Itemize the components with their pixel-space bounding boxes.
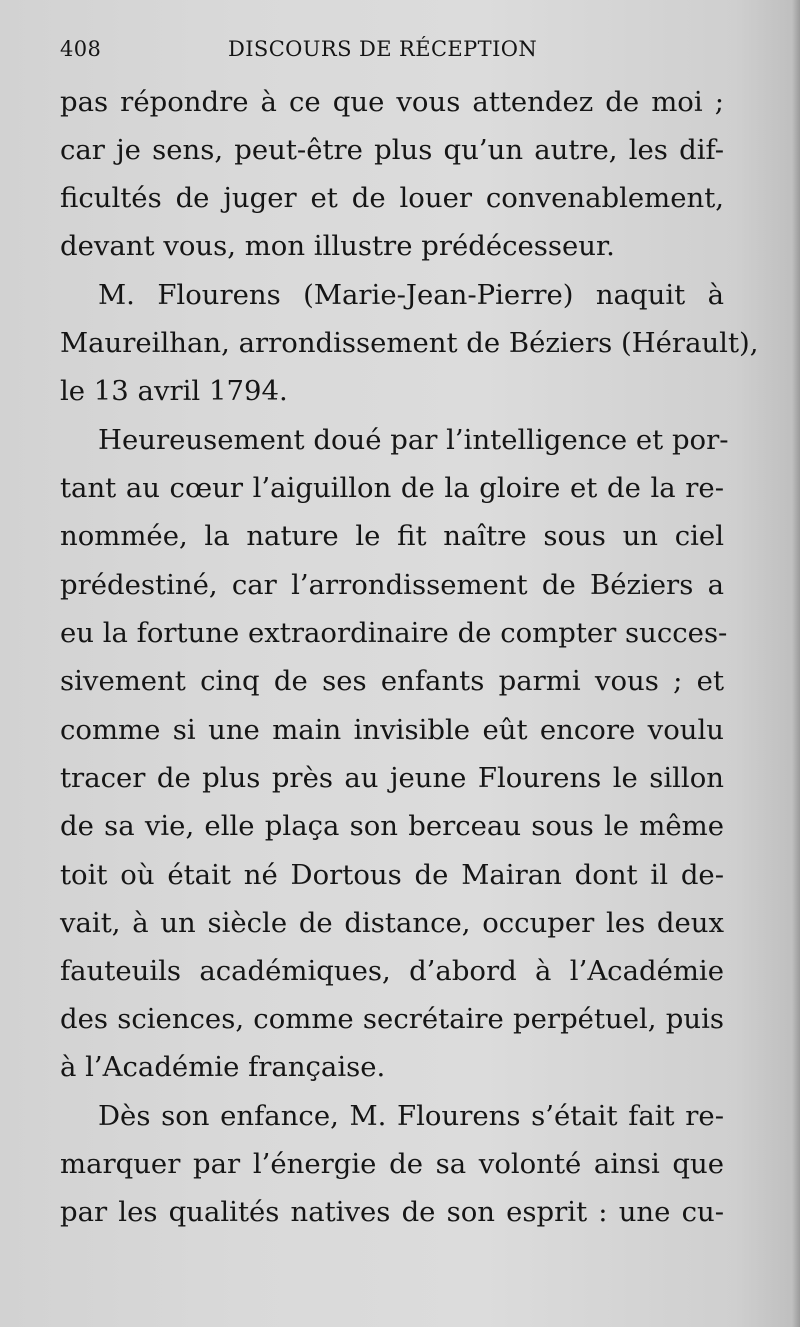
text-line: par les qualités natives de son esprit : une cu- <box>60 1196 724 1228</box>
text-line: Maureilhan, arrondissement de Béziers (Hérault), <box>60 327 759 359</box>
text-line: fauteuils académiques, d’abord à l’Académie <box>60 955 724 987</box>
text-line: M. Flourens (Marie-Jean-Pierre) naquit à <box>98 279 724 311</box>
text-line: le 13 avril 1794. <box>60 375 288 407</box>
text-line: marquer par l’énergie de sa volonté ainsi que <box>60 1148 724 1180</box>
text-line: eu la fortune extraordinaire de compter succes- <box>60 617 728 649</box>
page-edge-shadow <box>792 0 800 1327</box>
page-number: 408 <box>60 37 102 61</box>
text-line: car je sens, peut-être plus qu’un autre, les dif- <box>60 134 724 166</box>
text-line: pas répondre à ce que vous attendez de moi ; <box>60 86 724 118</box>
text-line: nommée, la nature le fit naître sous un ciel <box>60 520 724 552</box>
text-line: ficultés de juger et de louer convenablement, <box>60 182 724 214</box>
text-line: devant vous, mon illustre prédécesseur. <box>60 230 615 262</box>
text-line: de sa vie, elle plaça son berceau sous le même <box>60 810 724 842</box>
text-line: des sciences, comme secrétaire perpétuel, puis <box>60 1003 724 1035</box>
text-line: tant au cœur l’aiguillon de la gloire et de la re- <box>60 472 724 504</box>
text-line: vait, à un siècle de distance, occuper les deux <box>60 907 724 939</box>
text-line: toit où était né Dortous de Mairan dont il de- <box>60 859 724 891</box>
running-head <box>60 34 740 64</box>
text-line: Heureusement doué par l’intelligence et por- <box>98 424 729 456</box>
running-head-title: DISCOURS DE RÉCEPTION <box>228 37 538 61</box>
text-line: à l’Académie française. <box>60 1051 386 1083</box>
text-line: comme si une main invisible eût encore voulu <box>60 714 724 746</box>
text-line: sivement cinq de ses enfants parmi vous ; et <box>60 665 724 697</box>
text-line: tracer de plus près au jeune Flourens le sillon <box>60 762 724 794</box>
text-line: Dès son enfance, M. Flourens s’était fait re- <box>98 1100 724 1132</box>
text-line: prédestiné, car l’arrondissement de Béziers a <box>60 569 724 601</box>
